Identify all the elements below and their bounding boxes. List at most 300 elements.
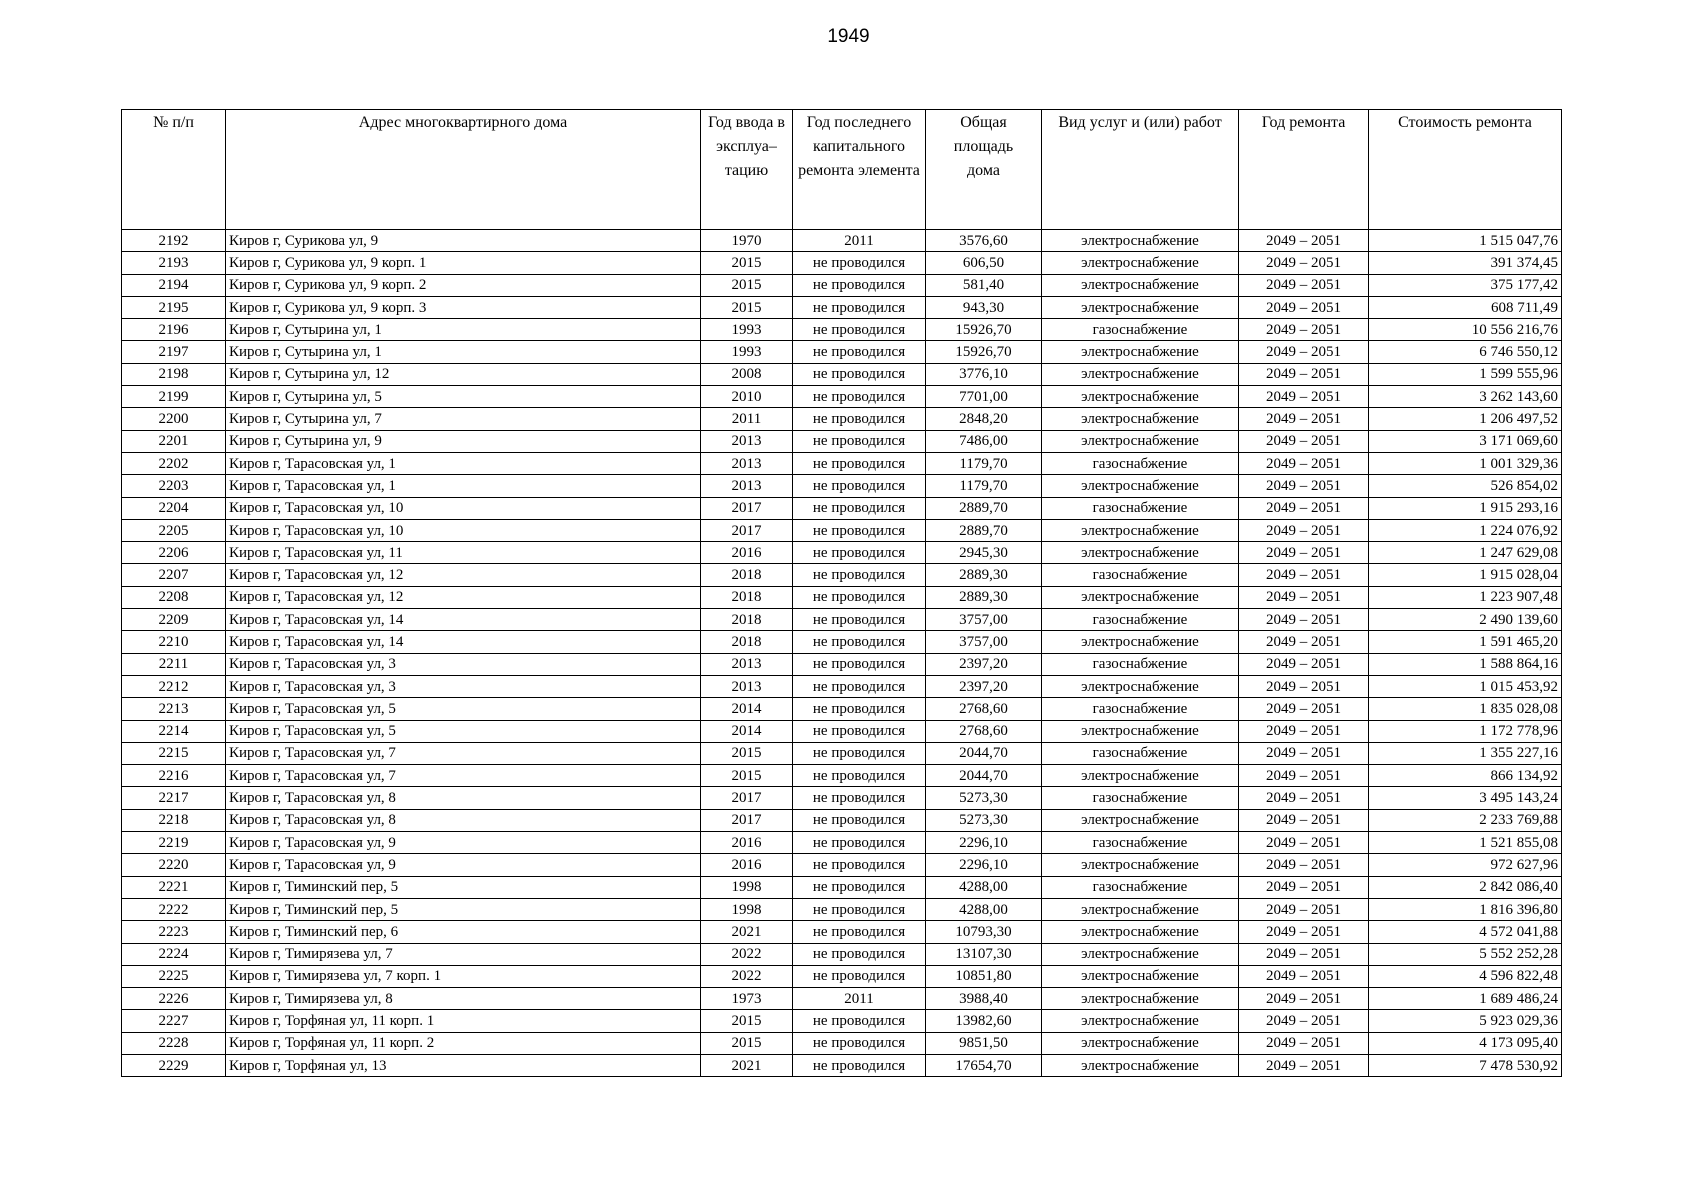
cell-service: газоснабжение (1042, 742, 1239, 764)
cell-area: 581,40 (926, 274, 1042, 296)
cell-num: 2214 (122, 720, 226, 742)
cell-area: 15926,70 (926, 341, 1042, 363)
cell-cost: 2 842 086,40 (1369, 876, 1562, 898)
cell-num: 2193 (122, 252, 226, 274)
header-area: Общая площадь дома (926, 110, 1042, 230)
cell-year-built: 2015 (701, 274, 793, 296)
cell-num: 2198 (122, 363, 226, 385)
cell-address: Киров г, Торфяная ул, 11 корп. 2 (226, 1032, 701, 1054)
cell-last-repair: не проводился (793, 252, 926, 274)
cell-service: электроснабжение (1042, 720, 1239, 742)
cell-area: 2296,10 (926, 832, 1042, 854)
cell-year-built: 2015 (701, 252, 793, 274)
cell-num: 2213 (122, 698, 226, 720)
cell-last-repair: не проводился (793, 274, 926, 296)
cell-service: электроснабжение (1042, 296, 1239, 318)
cell-num: 2220 (122, 854, 226, 876)
cell-repair-years: 2049 – 2051 (1239, 876, 1369, 898)
cell-service: электроснабжение (1042, 542, 1239, 564)
cell-service: электроснабжение (1042, 854, 1239, 876)
cell-area: 10793,30 (926, 921, 1042, 943)
cell-year-built: 2013 (701, 430, 793, 452)
cell-year-built: 2021 (701, 921, 793, 943)
cell-num: 2219 (122, 832, 226, 854)
cell-cost: 7 478 530,92 (1369, 1054, 1562, 1076)
cell-repair-years: 2049 – 2051 (1239, 631, 1369, 653)
cell-repair-years: 2049 – 2051 (1239, 854, 1369, 876)
cell-year-built: 2016 (701, 542, 793, 564)
cell-repair-years: 2049 – 2051 (1239, 564, 1369, 586)
cell-cost: 1 835 028,08 (1369, 698, 1562, 720)
cell-cost: 3 262 143,60 (1369, 386, 1562, 408)
cell-cost: 391 374,45 (1369, 252, 1562, 274)
cell-service: электроснабжение (1042, 1054, 1239, 1076)
table-row (122, 921, 1562, 943)
cell-year-built: 2015 (701, 296, 793, 318)
table-row (122, 564, 1562, 586)
cell-last-repair: 2011 (793, 230, 926, 252)
cell-service: газоснабжение (1042, 787, 1239, 809)
cell-area: 17654,70 (926, 1054, 1042, 1076)
cell-area: 2296,10 (926, 854, 1042, 876)
cell-num: 2211 (122, 653, 226, 675)
cell-cost: 2 233 769,88 (1369, 809, 1562, 831)
cell-repair-years: 2049 – 2051 (1239, 653, 1369, 675)
cell-area: 10851,80 (926, 965, 1042, 987)
cell-area: 3576,60 (926, 230, 1042, 252)
cell-num: 2204 (122, 497, 226, 519)
cell-num: 2200 (122, 408, 226, 430)
table-row (122, 698, 1562, 720)
cell-cost: 6 746 550,12 (1369, 341, 1562, 363)
cell-last-repair: не проводился (793, 675, 926, 697)
cell-last-repair: не проводился (793, 564, 926, 586)
cell-service: электроснабжение (1042, 230, 1239, 252)
cell-last-repair: не проводился (793, 742, 926, 764)
cell-num: 2223 (122, 921, 226, 943)
cell-area: 15926,70 (926, 319, 1042, 341)
cell-cost: 4 572 041,88 (1369, 921, 1562, 943)
cell-repair-years: 2049 – 2051 (1239, 475, 1369, 497)
cell-service: электроснабжение (1042, 475, 1239, 497)
cell-address: Киров г, Тарасовская ул, 9 (226, 832, 701, 854)
cell-area: 13107,30 (926, 943, 1042, 965)
cell-last-repair: не проводился (793, 1032, 926, 1054)
cell-last-repair: не проводился (793, 519, 926, 541)
cell-year-built: 2022 (701, 965, 793, 987)
cell-service: газоснабжение (1042, 609, 1239, 631)
cell-address: Киров г, Тарасовская ул, 12 (226, 564, 701, 586)
cell-num: 2226 (122, 988, 226, 1010)
table-row (122, 274, 1562, 296)
cell-area: 2889,70 (926, 519, 1042, 541)
cell-year-built: 2018 (701, 586, 793, 608)
cell-num: 2209 (122, 609, 226, 631)
cell-cost: 1 355 227,16 (1369, 742, 1562, 764)
cell-area: 2397,20 (926, 675, 1042, 697)
cell-year-built: 2015 (701, 1010, 793, 1032)
cell-cost: 1 591 465,20 (1369, 631, 1562, 653)
cell-address: Киров г, Тиминский пер, 5 (226, 876, 701, 898)
table-row (122, 675, 1562, 697)
cell-address: Киров г, Тарасовская ул, 7 (226, 765, 701, 787)
cell-address: Киров г, Тарасовская ул, 7 (226, 742, 701, 764)
header-year-built: Год ввода в эксплуа–тацию (701, 110, 793, 230)
cell-repair-years: 2049 – 2051 (1239, 274, 1369, 296)
cell-area: 4288,00 (926, 876, 1042, 898)
cell-service: газоснабжение (1042, 564, 1239, 586)
cell-year-built: 2013 (701, 475, 793, 497)
cell-year-built: 2017 (701, 809, 793, 831)
cell-address: Киров г, Тиминский пер, 5 (226, 898, 701, 920)
cell-address: Киров г, Сутырина ул, 5 (226, 386, 701, 408)
header-service: Вид услуг и (или) работ (1042, 110, 1239, 230)
cell-num: 2195 (122, 296, 226, 318)
cell-year-built: 2017 (701, 497, 793, 519)
cell-address: Киров г, Тарасовская ул, 10 (226, 497, 701, 519)
cell-year-built: 2011 (701, 408, 793, 430)
cell-num: 2221 (122, 876, 226, 898)
cell-service: электроснабжение (1042, 765, 1239, 787)
table-row (122, 386, 1562, 408)
cell-last-repair: не проводился (793, 876, 926, 898)
cell-repair-years: 2049 – 2051 (1239, 698, 1369, 720)
cell-last-repair: не проводился (793, 452, 926, 474)
cell-service: газоснабжение (1042, 497, 1239, 519)
table-row (122, 742, 1562, 764)
cell-area: 943,30 (926, 296, 1042, 318)
cell-year-built: 2013 (701, 653, 793, 675)
cell-repair-years: 2049 – 2051 (1239, 742, 1369, 764)
cell-service: газоснабжение (1042, 876, 1239, 898)
cell-area: 1179,70 (926, 475, 1042, 497)
table-row (122, 832, 1562, 854)
cell-repair-years: 2049 – 2051 (1239, 341, 1369, 363)
cell-address: Киров г, Тарасовская ул, 14 (226, 609, 701, 631)
cell-year-built: 2016 (701, 832, 793, 854)
cell-service: электроснабжение (1042, 943, 1239, 965)
cell-repair-years: 2049 – 2051 (1239, 252, 1369, 274)
table-row (122, 296, 1562, 318)
repairs-table (121, 109, 1562, 1077)
cell-address: Киров г, Торфяная ул, 11 корп. 1 (226, 1010, 701, 1032)
cell-address: Киров г, Сутырина ул, 9 (226, 430, 701, 452)
cell-cost: 608 711,49 (1369, 296, 1562, 318)
cell-num: 2207 (122, 564, 226, 586)
cell-year-built: 2022 (701, 943, 793, 965)
cell-num: 2217 (122, 787, 226, 809)
cell-last-repair: не проводился (793, 497, 926, 519)
cell-repair-years: 2049 – 2051 (1239, 965, 1369, 987)
cell-area: 7486,00 (926, 430, 1042, 452)
cell-num: 2228 (122, 1032, 226, 1054)
cell-num: 2216 (122, 765, 226, 787)
cell-address: Киров г, Тарасовская ул, 3 (226, 675, 701, 697)
header-repair-years: Год ремонта (1239, 110, 1369, 230)
cell-address: Киров г, Торфяная ул, 13 (226, 1054, 701, 1076)
cell-address: Киров г, Тарасовская ул, 12 (226, 586, 701, 608)
cell-last-repair: не проводился (793, 943, 926, 965)
cell-area: 2848,20 (926, 408, 1042, 430)
cell-address: Киров г, Сутырина ул, 7 (226, 408, 701, 430)
table-row (122, 452, 1562, 474)
cell-repair-years: 2049 – 2051 (1239, 898, 1369, 920)
cell-year-built: 2018 (701, 631, 793, 653)
cell-cost: 1 247 629,08 (1369, 542, 1562, 564)
cell-last-repair: не проводился (793, 341, 926, 363)
cell-service: электроснабжение (1042, 965, 1239, 987)
cell-address: Киров г, Тарасовская ул, 9 (226, 854, 701, 876)
cell-year-built: 2014 (701, 698, 793, 720)
cell-last-repair: не проводился (793, 832, 926, 854)
cell-area: 5273,30 (926, 809, 1042, 831)
cell-service: газоснабжение (1042, 832, 1239, 854)
cell-area: 3988,40 (926, 988, 1042, 1010)
cell-year-built: 1998 (701, 898, 793, 920)
cell-last-repair: не проводился (793, 921, 926, 943)
cell-area: 606,50 (926, 252, 1042, 274)
cell-area: 3757,00 (926, 609, 1042, 631)
table-row (122, 519, 1562, 541)
table-row (122, 1054, 1562, 1076)
cell-year-built: 1998 (701, 876, 793, 898)
table-row (122, 965, 1562, 987)
cell-repair-years: 2049 – 2051 (1239, 386, 1369, 408)
cell-area: 2044,70 (926, 742, 1042, 764)
cell-area: 2044,70 (926, 765, 1042, 787)
cell-address: Киров г, Сурикова ул, 9 корп. 2 (226, 274, 701, 296)
cell-num: 2192 (122, 230, 226, 252)
cell-cost: 526 854,02 (1369, 475, 1562, 497)
cell-area: 1179,70 (926, 452, 1042, 474)
cell-area: 3757,00 (926, 631, 1042, 653)
table-header (122, 110, 1562, 230)
cell-last-repair: не проводился (793, 1010, 926, 1032)
cell-num: 2203 (122, 475, 226, 497)
table-row (122, 943, 1562, 965)
cell-year-built: 2010 (701, 386, 793, 408)
cell-num: 2194 (122, 274, 226, 296)
header-last-repair: Год последнего капитального ремонта элемента (793, 110, 926, 230)
header-num: № п/п (122, 110, 226, 230)
cell-service: электроснабжение (1042, 408, 1239, 430)
cell-service: газоснабжение (1042, 319, 1239, 341)
cell-num: 2210 (122, 631, 226, 653)
cell-address: Киров г, Сутырина ул, 1 (226, 319, 701, 341)
cell-repair-years: 2049 – 2051 (1239, 230, 1369, 252)
cell-repair-years: 2049 – 2051 (1239, 943, 1369, 965)
cell-area: 13982,60 (926, 1010, 1042, 1032)
cell-cost: 1 206 497,52 (1369, 408, 1562, 430)
table-row (122, 898, 1562, 920)
cell-last-repair: не проводился (793, 653, 926, 675)
cell-cost: 375 177,42 (1369, 274, 1562, 296)
cell-repair-years: 2049 – 2051 (1239, 765, 1369, 787)
cell-num: 2201 (122, 430, 226, 452)
cell-repair-years: 2049 – 2051 (1239, 675, 1369, 697)
cell-last-repair: не проводился (793, 408, 926, 430)
cell-repair-years: 2049 – 2051 (1239, 921, 1369, 943)
cell-repair-years: 2049 – 2051 (1239, 519, 1369, 541)
cell-num: 2215 (122, 742, 226, 764)
header-row (122, 110, 1562, 230)
cell-last-repair: не проводился (793, 809, 926, 831)
cell-repair-years: 2049 – 2051 (1239, 542, 1369, 564)
cell-address: Киров г, Тарасовская ул, 14 (226, 631, 701, 653)
cell-year-built: 2021 (701, 1054, 793, 1076)
cell-cost: 1 224 076,92 (1369, 519, 1562, 541)
cell-num: 2222 (122, 898, 226, 920)
cell-area: 2397,20 (926, 653, 1042, 675)
cell-last-repair: не проводился (793, 965, 926, 987)
table-row (122, 542, 1562, 564)
cell-address: Киров г, Тарасовская ул, 11 (226, 542, 701, 564)
cell-repair-years: 2049 – 2051 (1239, 1054, 1369, 1076)
table-row (122, 408, 1562, 430)
cell-last-repair: не проводился (793, 475, 926, 497)
cell-cost: 4 596 822,48 (1369, 965, 1562, 987)
cell-cost: 5 552 252,28 (1369, 943, 1562, 965)
table-row (122, 319, 1562, 341)
header-cost: Стоимость ремонта (1369, 110, 1562, 230)
cell-repair-years: 2049 – 2051 (1239, 720, 1369, 742)
cell-area: 9851,50 (926, 1032, 1042, 1054)
cell-address: Киров г, Тарасовская ул, 5 (226, 698, 701, 720)
cell-address: Киров г, Тарасовская ул, 8 (226, 787, 701, 809)
cell-num: 2212 (122, 675, 226, 697)
cell-num: 2227 (122, 1010, 226, 1032)
cell-repair-years: 2049 – 2051 (1239, 832, 1369, 854)
cell-year-built: 2018 (701, 609, 793, 631)
cell-cost: 1 001 329,36 (1369, 452, 1562, 474)
cell-last-repair: не проводился (793, 319, 926, 341)
cell-year-built: 2017 (701, 787, 793, 809)
cell-last-repair: 2011 (793, 988, 926, 1010)
cell-service: электроснабжение (1042, 274, 1239, 296)
cell-year-built: 2015 (701, 742, 793, 764)
cell-area: 5273,30 (926, 787, 1042, 809)
cell-last-repair: не проводился (793, 854, 926, 876)
cell-repair-years: 2049 – 2051 (1239, 809, 1369, 831)
cell-repair-years: 2049 – 2051 (1239, 1032, 1369, 1054)
cell-service: газоснабжение (1042, 653, 1239, 675)
cell-repair-years: 2049 – 2051 (1239, 363, 1369, 385)
table-row (122, 609, 1562, 631)
cell-area: 2768,60 (926, 720, 1042, 742)
cell-service: электроснабжение (1042, 1010, 1239, 1032)
cell-num: 2208 (122, 586, 226, 608)
cell-address: Киров г, Тимирязева ул, 8 (226, 988, 701, 1010)
cell-repair-years: 2049 – 2051 (1239, 497, 1369, 519)
cell-cost: 1 915 028,04 (1369, 564, 1562, 586)
cell-area: 2768,60 (926, 698, 1042, 720)
cell-area: 2889,70 (926, 497, 1042, 519)
cell-address: Киров г, Тимирязева ул, 7 корп. 1 (226, 965, 701, 987)
cell-last-repair: не проводился (793, 542, 926, 564)
cell-service: электроснабжение (1042, 921, 1239, 943)
cell-area: 2889,30 (926, 586, 1042, 608)
cell-service: электроснабжение (1042, 363, 1239, 385)
cell-service: электроснабжение (1042, 631, 1239, 653)
cell-year-built: 2015 (701, 765, 793, 787)
cell-year-built: 2013 (701, 452, 793, 474)
cell-num: 2196 (122, 319, 226, 341)
table-row (122, 252, 1562, 274)
table-row (122, 1010, 1562, 1032)
cell-year-built: 1973 (701, 988, 793, 1010)
cell-num: 2225 (122, 965, 226, 987)
cell-year-built: 2015 (701, 1032, 793, 1054)
cell-year-built: 1993 (701, 319, 793, 341)
cell-year-built: 2008 (701, 363, 793, 385)
cell-cost: 1 172 778,96 (1369, 720, 1562, 742)
cell-repair-years: 2049 – 2051 (1239, 1010, 1369, 1032)
cell-num: 2199 (122, 386, 226, 408)
cell-cost: 10 556 216,76 (1369, 319, 1562, 341)
cell-last-repair: не проводился (793, 698, 926, 720)
cell-service: электроснабжение (1042, 675, 1239, 697)
cell-service: электроснабжение (1042, 519, 1239, 541)
table-row (122, 230, 1562, 252)
cell-last-repair: не проводился (793, 720, 926, 742)
cell-cost: 1 223 907,48 (1369, 586, 1562, 608)
cell-year-built: 2018 (701, 564, 793, 586)
cell-repair-years: 2049 – 2051 (1239, 319, 1369, 341)
cell-service: электроснабжение (1042, 988, 1239, 1010)
cell-service: электроснабжение (1042, 1032, 1239, 1054)
cell-repair-years: 2049 – 2051 (1239, 408, 1369, 430)
cell-cost: 866 134,92 (1369, 765, 1562, 787)
cell-cost: 1 521 855,08 (1369, 832, 1562, 854)
table-row (122, 787, 1562, 809)
cell-num: 2218 (122, 809, 226, 831)
table-row (122, 497, 1562, 519)
cell-year-built: 2016 (701, 854, 793, 876)
cell-num: 2205 (122, 519, 226, 541)
cell-service: газоснабжение (1042, 452, 1239, 474)
cell-cost: 3 495 143,24 (1369, 787, 1562, 809)
table-row (122, 363, 1562, 385)
table-row (122, 765, 1562, 787)
cell-year-built: 2013 (701, 675, 793, 697)
table-body (122, 230, 1562, 1077)
cell-area: 2889,30 (926, 564, 1042, 586)
table-row (122, 631, 1562, 653)
cell-repair-years: 2049 – 2051 (1239, 609, 1369, 631)
cell-year-built: 1970 (701, 230, 793, 252)
cell-address: Киров г, Тарасовская ул, 1 (226, 475, 701, 497)
cell-repair-years: 2049 – 2051 (1239, 430, 1369, 452)
cell-last-repair: не проводился (793, 430, 926, 452)
cell-repair-years: 2049 – 2051 (1239, 988, 1369, 1010)
cell-last-repair: не проводился (793, 631, 926, 653)
cell-service: электроснабжение (1042, 386, 1239, 408)
cell-address: Киров г, Сурикова ул, 9 (226, 230, 701, 252)
cell-last-repair: не проводился (793, 586, 926, 608)
cell-cost: 5 923 029,36 (1369, 1010, 1562, 1032)
cell-cost: 2 490 139,60 (1369, 609, 1562, 631)
cell-last-repair: не проводился (793, 787, 926, 809)
cell-service: электроснабжение (1042, 430, 1239, 452)
cell-year-built: 2017 (701, 519, 793, 541)
cell-repair-years: 2049 – 2051 (1239, 586, 1369, 608)
table-row (122, 341, 1562, 363)
cell-cost: 1 588 864,16 (1369, 653, 1562, 675)
table-row (122, 475, 1562, 497)
cell-address: Киров г, Тарасовская ул, 1 (226, 452, 701, 474)
table-row (122, 876, 1562, 898)
cell-num: 2202 (122, 452, 226, 474)
